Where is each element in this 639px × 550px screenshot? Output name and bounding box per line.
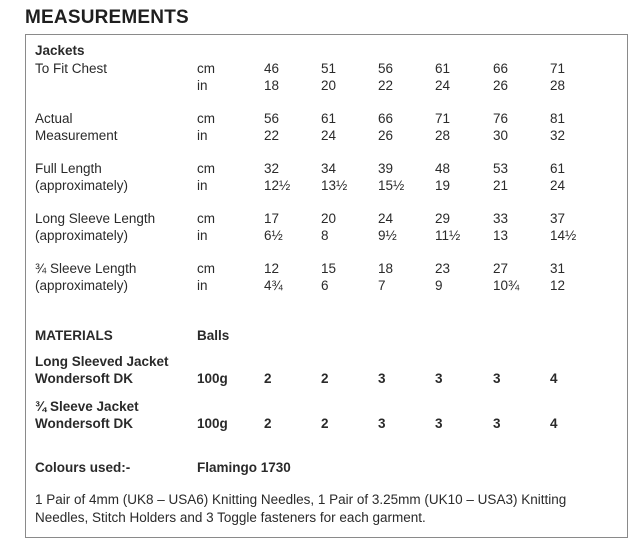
value-cell: 13½ bbox=[321, 178, 348, 193]
material-weight: 100g bbox=[197, 416, 228, 431]
value-cell: 61 bbox=[435, 61, 451, 76]
material-name: Wondersoft DK bbox=[35, 416, 133, 431]
row-label: ¾ Sleeve Length bbox=[35, 261, 137, 276]
balls-cell: 4 bbox=[550, 371, 558, 386]
row-label: (approximately) bbox=[35, 228, 129, 243]
balls-heading: Balls bbox=[197, 328, 230, 343]
balls-cell: 2 bbox=[321, 416, 329, 431]
jackets-heading: Jackets bbox=[35, 43, 85, 58]
value-cell: 39 bbox=[378, 161, 394, 176]
row-label: Measurement bbox=[35, 128, 118, 143]
value-cell: 15 bbox=[321, 261, 337, 276]
value-cell: 22 bbox=[378, 78, 394, 93]
unit-cm: cm bbox=[197, 61, 215, 76]
balls-cell: 3 bbox=[378, 416, 386, 431]
value-cell: 10¾ bbox=[493, 278, 520, 293]
unit-in: in bbox=[197, 278, 208, 293]
value-cell: 56 bbox=[378, 61, 394, 76]
value-cell: 66 bbox=[378, 111, 394, 126]
value-cell: 23 bbox=[435, 261, 451, 276]
value-cell: 32 bbox=[264, 161, 280, 176]
value-cell: 61 bbox=[550, 161, 566, 176]
unit-in: in bbox=[197, 128, 208, 143]
value-cell: 61 bbox=[321, 111, 337, 126]
value-cell: 81 bbox=[550, 111, 566, 126]
value-cell: 14½ bbox=[550, 228, 577, 243]
value-cell: 31 bbox=[550, 261, 566, 276]
value-cell: 32 bbox=[550, 128, 566, 143]
value-cell: 6 bbox=[321, 278, 329, 293]
row-label: Full Length bbox=[35, 161, 102, 176]
material-weight: 100g bbox=[197, 371, 228, 386]
needles-note-line: Needles, Stitch Holders and 3 Toggle fasteners for each garment. bbox=[35, 510, 426, 525]
row-label: Actual bbox=[35, 111, 73, 126]
value-cell: 15½ bbox=[378, 178, 405, 193]
value-cell: 21 bbox=[493, 178, 509, 193]
value-cell: 48 bbox=[435, 161, 451, 176]
value-cell: 34 bbox=[321, 161, 337, 176]
value-cell: 71 bbox=[435, 111, 451, 126]
value-cell: 13 bbox=[493, 228, 509, 243]
balls-cell: 3 bbox=[435, 416, 443, 431]
row-label: To Fit Chest bbox=[35, 61, 108, 76]
value-cell: 9½ bbox=[378, 228, 397, 243]
value-cell: 8 bbox=[321, 228, 329, 243]
value-cell: 12 bbox=[550, 278, 566, 293]
colours-label: Colours used:- bbox=[35, 460, 131, 475]
unit-cm: cm bbox=[197, 111, 215, 126]
value-cell: 29 bbox=[435, 211, 451, 226]
value-cell: 28 bbox=[435, 128, 451, 143]
value-cell: 24 bbox=[550, 178, 566, 193]
unit-in: in bbox=[197, 228, 208, 243]
unit-cm: cm bbox=[197, 261, 215, 276]
value-cell: 51 bbox=[321, 61, 337, 76]
value-cell: 22 bbox=[264, 128, 280, 143]
value-cell: 53 bbox=[493, 161, 509, 176]
value-cell: 19 bbox=[435, 178, 451, 193]
value-cell: 18 bbox=[378, 261, 394, 276]
value-cell: 9 bbox=[435, 278, 443, 293]
unit-in: in bbox=[197, 78, 208, 93]
value-cell: 20 bbox=[321, 78, 337, 93]
material-name: Long Sleeved Jacket bbox=[35, 354, 169, 369]
balls-cell: 3 bbox=[378, 371, 386, 386]
value-cell: 37 bbox=[550, 211, 566, 226]
unit-in: in bbox=[197, 178, 208, 193]
value-cell: 4¾ bbox=[264, 278, 283, 293]
value-cell: 71 bbox=[550, 61, 566, 76]
value-cell: 27 bbox=[493, 261, 509, 276]
value-cell: 26 bbox=[378, 128, 394, 143]
page-title: MEASUREMENTS bbox=[25, 7, 189, 28]
value-cell: 24 bbox=[378, 211, 394, 226]
measurements-panel bbox=[25, 34, 628, 538]
balls-cell: 3 bbox=[493, 371, 501, 386]
needles-note-line: 1 Pair of 4mm (UK8 – USA6) Knitting Needles, 1 Pair of 3.25mm (UK10 – USA3) Knitting bbox=[35, 492, 567, 507]
value-cell: 18 bbox=[264, 78, 280, 93]
value-cell: 12½ bbox=[264, 178, 291, 193]
value-cell: 17 bbox=[264, 211, 280, 226]
value-cell: 28 bbox=[550, 78, 566, 93]
row-label: (approximately) bbox=[35, 178, 129, 193]
balls-cell: 2 bbox=[321, 371, 329, 386]
balls-cell: 2 bbox=[264, 371, 272, 386]
value-cell: 66 bbox=[493, 61, 509, 76]
balls-cell: 3 bbox=[435, 371, 443, 386]
value-cell: 30 bbox=[493, 128, 509, 143]
value-cell: 56 bbox=[264, 111, 280, 126]
value-cell: 7 bbox=[378, 278, 386, 293]
value-cell: 11½ bbox=[435, 228, 461, 243]
value-cell: 12 bbox=[264, 261, 280, 276]
value-cell: 24 bbox=[435, 78, 451, 93]
colours-value: Flamingo 1730 bbox=[197, 460, 291, 475]
balls-cell: 4 bbox=[550, 416, 558, 431]
value-cell: 26 bbox=[493, 78, 509, 93]
value-cell: 6½ bbox=[264, 228, 283, 243]
value-cell: 20 bbox=[321, 211, 337, 226]
row-label: (approximately) bbox=[35, 278, 129, 293]
value-cell: 46 bbox=[264, 61, 280, 76]
row-label: Long Sleeve Length bbox=[35, 211, 156, 226]
balls-cell: 2 bbox=[264, 416, 272, 431]
materials-heading: MATERIALS bbox=[35, 328, 113, 343]
material-name: ¾ Sleeve Jacket bbox=[35, 399, 139, 414]
balls-cell: 3 bbox=[493, 416, 501, 431]
material-name: Wondersoft DK bbox=[35, 371, 133, 386]
value-cell: 76 bbox=[493, 111, 509, 126]
unit-cm: cm bbox=[197, 211, 215, 226]
value-cell: 33 bbox=[493, 211, 509, 226]
unit-cm: cm bbox=[197, 161, 215, 176]
value-cell: 24 bbox=[321, 128, 337, 143]
